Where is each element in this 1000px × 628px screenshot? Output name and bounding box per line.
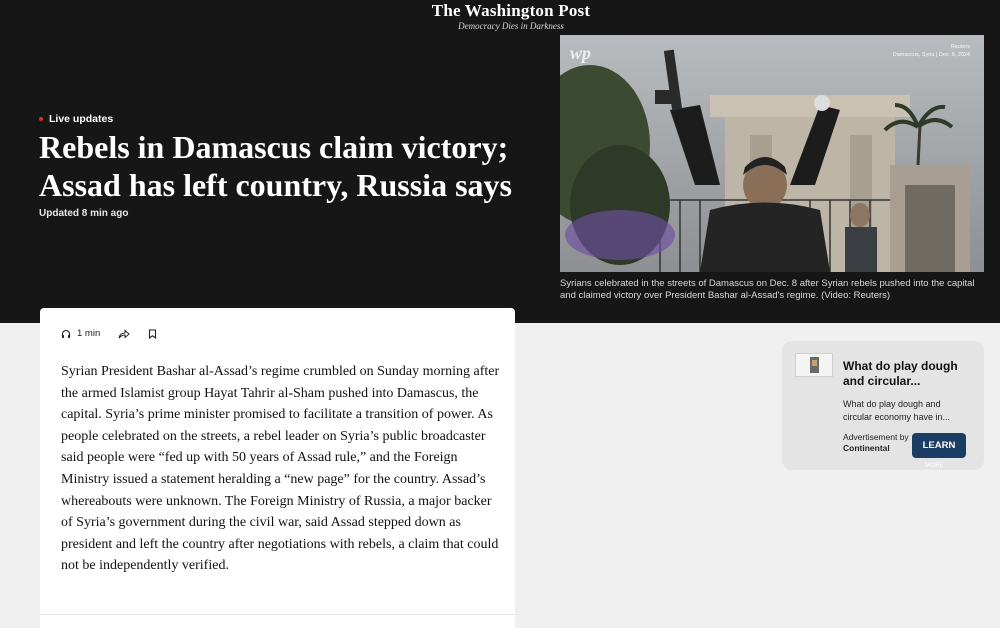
ad-thumbnail-image[interactable] [795,353,833,377]
video-frame-illustration [560,35,984,272]
advertisement-card[interactable] [782,341,984,470]
video-location-date: Damascus, Syria | Dec. 8, 2024 [892,52,970,58]
article-body: Syrian President Bashar al-Assad’s regime crumbled on Sunday morning after the armed Islamist group Hayat Tahrir al-Sham pushed into Damascus, the capital. Syria’s prime minister promised to facilitate a transition of power. As people celebrated on the streets, a rebel leader on Syria’s public broadcaster said people were “fed up with 50 years of Assad rule,” and the Foreign Ministry issued a statement heralding a “new page” for the country. Assad’s whereabouts were unknown. The Foreign Ministry of Russia, a major backer of Syria’s government during the civil war, said Assad stepped down as president and left the country after negotiations with rebels, a claim that could not be independently verified. [61,364,500,574]
live-updates-label[interactable] [39,113,113,125]
washington-post-logo[interactable]: The Washington Post [431,1,591,20]
live-updates-text: Live updates [49,113,114,125]
masthead [0,2,1000,31]
wp-watermark-logo: wp [570,43,592,63]
share-button[interactable] [118,329,130,339]
article-headline: Rebels in Damascus claim victory; Assad has left country, Russia says [39,129,512,203]
learn-more-button[interactable]: LEARN [912,433,966,458]
video-meta [893,43,970,59]
article-toolbar [61,328,157,339]
ad-sponsor-name: Continental [843,443,890,453]
bookmark-button[interactable] [148,329,157,339]
bookmark-icon [148,329,157,339]
article-card [40,308,515,628]
video-caption: Syrians celebrated in the streets of Damascus on Dec. 8 after Syrian rebels pushed into the capital and claimed victory over President Bashar al-Assad's regime. (Video: Reuters) [560,278,975,301]
divider [40,614,515,615]
masthead-tagline: Democracy Dies in Darkness [458,21,564,31]
ad-by-label: Advertisement by [843,432,909,442]
share-arrow-icon [118,329,130,339]
ad-title[interactable]: What do play dough and circular... [843,359,958,388]
video-player[interactable] [560,35,984,272]
learn-more-overflow-text: MORE [925,463,945,469]
listen-duration: 1 min [77,328,101,339]
headphones-icon [61,329,71,339]
ad-thumbnail-illustration [796,354,832,376]
live-dot-icon [39,117,43,121]
updated-timestamp: Updated 8 min ago [39,208,129,219]
ad-attribution [843,432,909,454]
ad-description: What do play dough and circular economy have in... [843,399,951,422]
video-source: Reuters [950,44,970,50]
listen-button[interactable] [61,328,100,339]
